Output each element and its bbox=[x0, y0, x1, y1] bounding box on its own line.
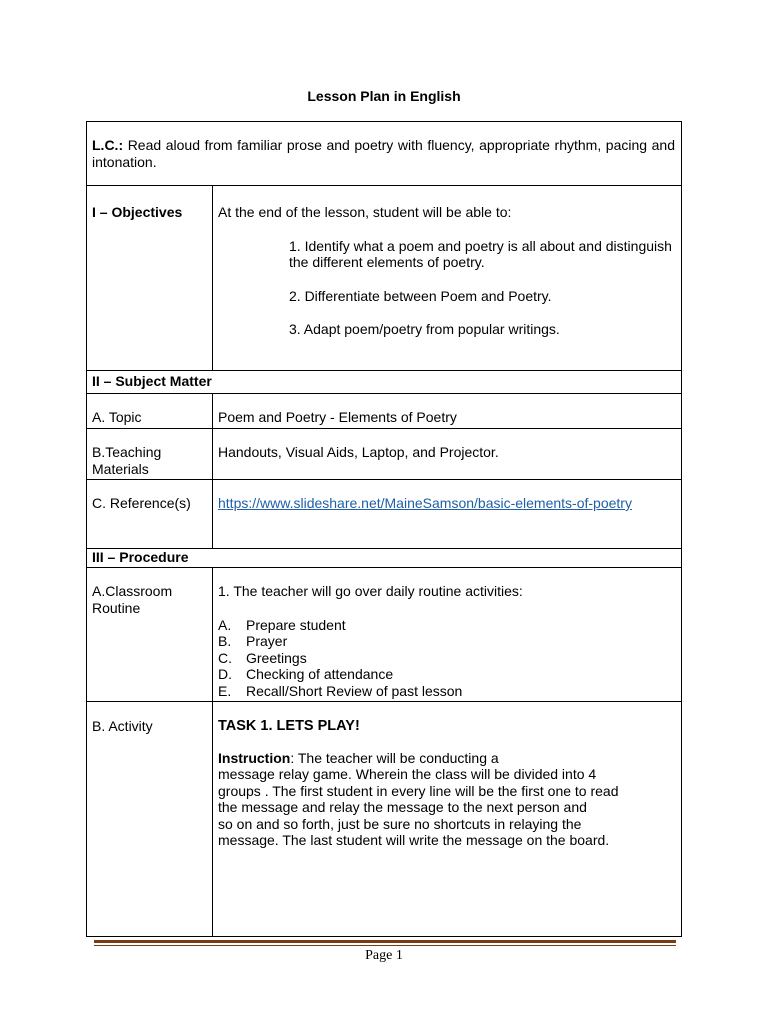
routine-marker: E. bbox=[218, 682, 232, 699]
routine-text: Recall/Short Review of past lesson bbox=[246, 682, 463, 699]
routine-item bbox=[218, 650, 681, 667]
lc-cell bbox=[87, 122, 682, 186]
procedure-label: III – Procedure bbox=[87, 549, 682, 568]
reference-link[interactable]: https://www.slideshare.net/MaineSamson/basic-elements-of-poetry bbox=[218, 495, 632, 511]
subject-matter-header-row bbox=[87, 371, 682, 394]
materials-label: B.Teaching Materials bbox=[87, 429, 213, 480]
routine-text: Greetings bbox=[246, 649, 307, 666]
routine-marker: B. bbox=[218, 633, 232, 649]
footer-rule-thin bbox=[94, 945, 676, 946]
topic-label: A. Topic bbox=[87, 394, 213, 429]
objectives-intro: At the end of the lesson, student will be able to: bbox=[218, 204, 512, 220]
routine-text: Checking of attendance bbox=[246, 666, 394, 682]
objectives-label: I – Objectives bbox=[87, 186, 213, 371]
activity-content bbox=[213, 702, 682, 937]
routine-item bbox=[218, 666, 681, 683]
instruction-text: : The teacher will be conducting a message relay game. Wherein the class will be divided into 4 groups . The first student in every line will be the first one to read the message and relay the message to the next person and so on and so forth, just be sure no shortcuts in relaying the message. The last student will write the message on the board. bbox=[218, 749, 619, 848]
routine-item bbox=[218, 617, 681, 634]
routine-marker: A. bbox=[218, 616, 232, 633]
lc-text: Read aloud from familiar prose and poetry with fluency, appropriate rhythm, pacing and intonation. bbox=[92, 137, 675, 170]
instruction-label: Instruction bbox=[218, 749, 291, 766]
objectives-row bbox=[87, 186, 682, 371]
routine-content bbox=[213, 568, 682, 702]
materials-row bbox=[87, 429, 682, 480]
routine-item bbox=[218, 633, 681, 650]
topic-value: Poem and Poetry - Elements of Poetry bbox=[213, 394, 682, 429]
routine-marker: D. bbox=[218, 666, 232, 682]
task-title: TASK 1. LETS PLAY! bbox=[218, 718, 360, 734]
instruction-paragraph bbox=[218, 750, 681, 849]
routine-label: A.Classroom Routine bbox=[87, 568, 213, 702]
subject-matter-label: II – Subject Matter bbox=[87, 371, 682, 394]
reference-label: C. Reference(s) bbox=[87, 480, 213, 549]
activity-row bbox=[87, 702, 682, 937]
routine-text: Prepare student bbox=[246, 616, 346, 633]
routine-item bbox=[218, 683, 681, 700]
reference-row bbox=[87, 480, 682, 549]
lc-row bbox=[87, 122, 682, 186]
routine-intro: 1. The teacher will go over daily routine activities: bbox=[218, 583, 523, 599]
page-number: Page 1 bbox=[365, 948, 403, 963]
lc-label: L.C.: bbox=[92, 137, 124, 153]
activity-label: B. Activity bbox=[87, 702, 213, 937]
objective-item: 1. Identify what a poem and poetry is all about and distinguish the different elements of poetry. bbox=[289, 237, 672, 270]
procedure-header-row bbox=[87, 549, 682, 568]
footer-rule-thick bbox=[94, 940, 676, 943]
reference-cell bbox=[213, 480, 682, 549]
objectives-content bbox=[213, 186, 682, 371]
routine-list bbox=[218, 617, 681, 700]
objective-item: 2. Differentiate between Poem and Poetry. bbox=[289, 287, 552, 304]
objectives-list bbox=[289, 238, 681, 338]
routine-text: Prayer bbox=[246, 633, 288, 649]
objective-item: 3. Adapt poem/poetry from popular writings. bbox=[289, 321, 560, 337]
materials-value: Handouts, Visual Aids, Laptop, and Projector. bbox=[213, 429, 682, 480]
document-title: Lesson Plan in English bbox=[307, 88, 461, 104]
routine-row bbox=[87, 568, 682, 702]
topic-row bbox=[87, 394, 682, 429]
lesson-plan-table bbox=[86, 121, 682, 937]
routine-marker: C. bbox=[218, 649, 232, 666]
